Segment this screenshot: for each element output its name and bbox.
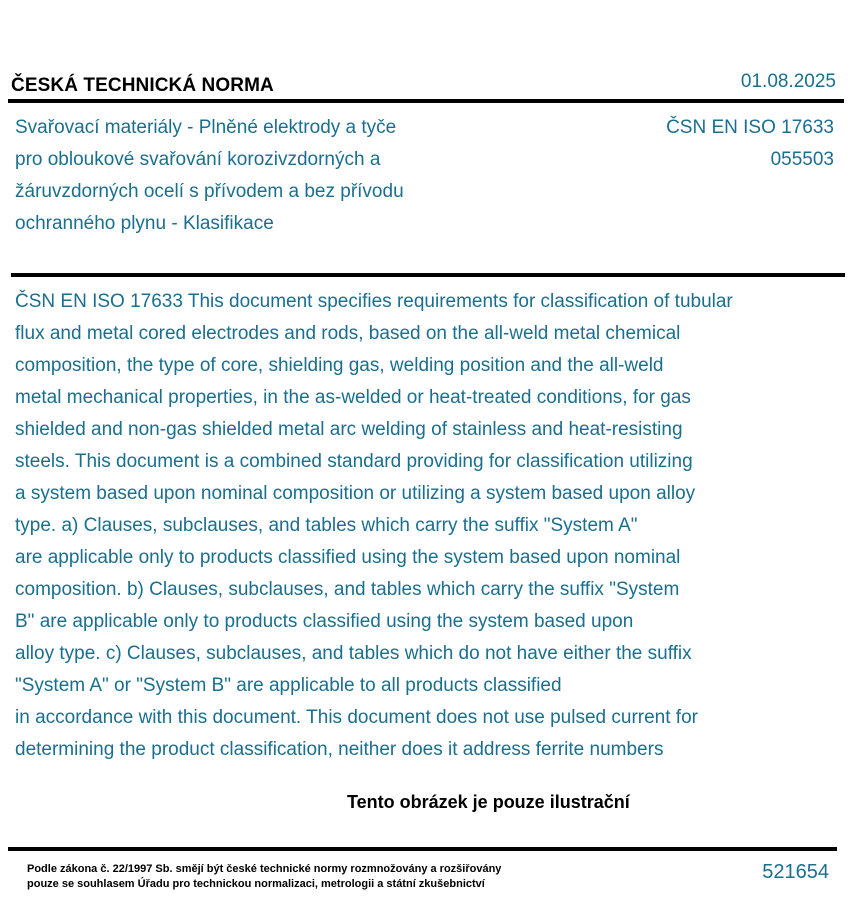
page-title: ČESKÁ TECHNICKÁ NORMA [11,75,274,96]
norm-title-line: ochranného plynu - Klasifikace [15,213,274,234]
abstract-line: a system based upon nominal composition or utilizing a system based upon alloy [15,483,696,504]
abstract-line: "System A" or "System B" are applicable to all products classified [15,675,562,696]
abstract-line: B" are applicable only to products classified using the system based upon [15,611,634,632]
norm-designation: ČSN EN ISO 17633 [666,117,834,138]
abstract-line: steels. This document is a combined standard providing for classification utilizing [15,451,693,472]
legal-notice [27,862,501,892]
footer-divider [8,847,837,851]
abstract-text [15,286,845,766]
norm-title-line: pro obloukové svařování korozivzdorných a [15,149,381,170]
abstract-line: alloy type. c) Clauses, subclauses, and tables which do not have either the suffix [15,643,692,664]
norm-title [15,112,485,240]
publication-date: 01.08.2025 [740,71,836,92]
document-number: 521654 [762,861,829,883]
legal-notice-line: Podle zákona č. 22/1997 Sb. smějí být české technické normy rozmnožovány a rozšiřovány [27,863,502,875]
header-divider [8,99,844,103]
abstract-line: composition. b) Clauses, subclauses, and tables which carry the suffix "System [15,579,680,600]
norm-identifiers [666,112,834,176]
legal-notice-line: pouze se souhlasem Úřadu pro technickou normalizaci, metrologii a státní zkušebnictví [27,878,485,890]
abstract-line: metal mechanical properties, in the as-welded or heat-treated conditions, for gas [15,387,691,408]
abstract-line: ČSN EN ISO 17633 This document specifies requirements for classification of tubular [15,291,733,312]
abstract-line: in accordance with this document. This document does not use pulsed current for [15,707,698,728]
abstract-line: shielded and non-gas shielded metal arc welding of stainless and heat-resisting [15,419,683,440]
abstract-line: type. a) Clauses, subclauses, and tables which carry the suffix "System A" [15,515,638,536]
norm-class-code: 055503 [770,149,834,170]
abstract-line: determining the product classification, neither does it address ferrite numbers [15,739,664,760]
title-divider [11,273,845,277]
norm-title-line: žáruvzdorných ocelí s přívodem a bez přívodu [15,181,404,202]
illustration-note: Tento obrázek je pouze ilustrační [347,792,630,812]
abstract-line: are applicable only to products classified using the system based upon nominal [15,547,681,568]
abstract-line: flux and metal cored electrodes and rods, based on the all-weld metal chemical [15,323,681,344]
norm-title-line: Svařovací materiály - Plněné elektrody a tyče [15,117,397,138]
abstract-line: composition, the type of core, shielding gas, welding position and the all-weld [15,355,664,376]
